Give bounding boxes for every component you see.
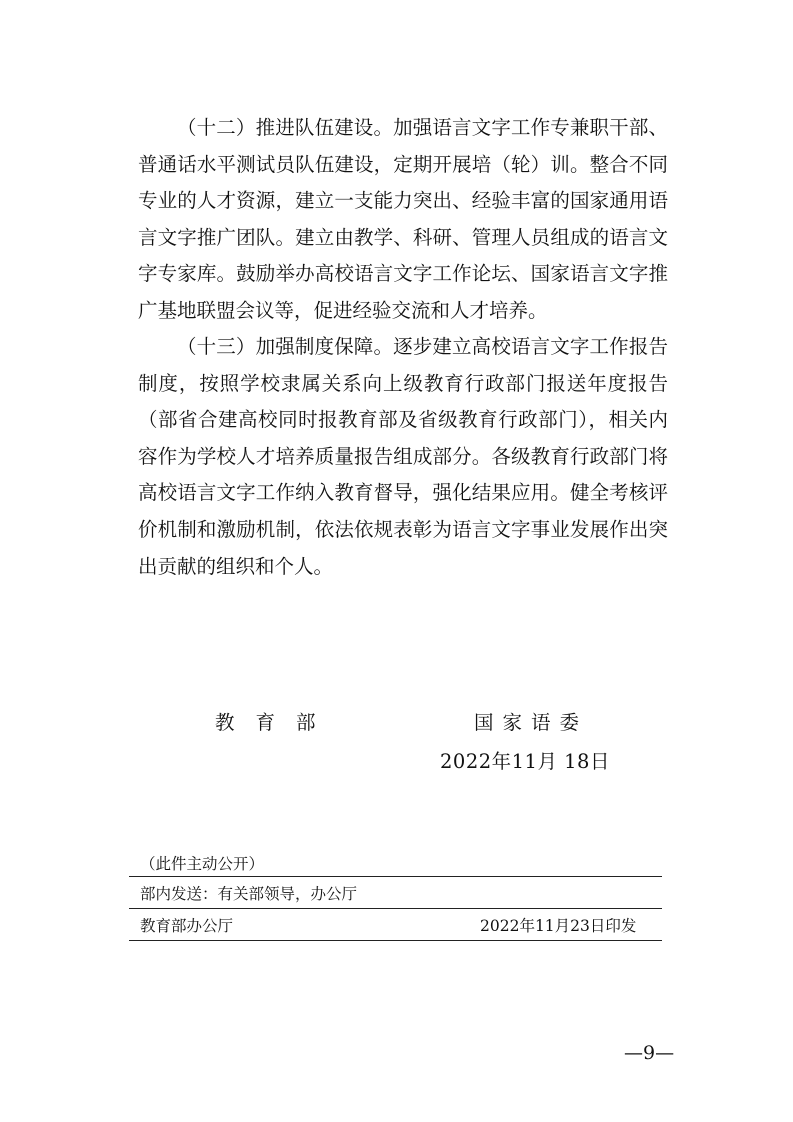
signature-date: 2022年11月 18日 xyxy=(440,750,610,773)
issue-date: 2022年11月23日印发 xyxy=(480,917,637,935)
issuing-office: 教育部办公厅 xyxy=(140,917,234,935)
paragraph-text: 加强语言文字工作专兼职干部、普通话水平测试员队伍建设，定期开展培（轮）训。整合不同专业的人才资源，建立一支能力突出、经验丰富的国家通用语言文字推广团队。建立由教学、科研、管理人员组成的语言文字专家库。鼓励举办高校语言文字工作论坛、国家语言文字推广基地联盟会议等，促进经验交流和人才培养。 xyxy=(138,116,668,322)
page-number: —9— xyxy=(624,1042,675,1064)
disclosure-note: （此件主动公开） xyxy=(140,855,265,873)
distribution-line: 部内发送：有关部领导，办公厅 xyxy=(140,885,358,903)
issuer-language-commission: 国家语委 xyxy=(474,711,589,734)
divider xyxy=(129,876,662,877)
paragraph-institutional-guarantee xyxy=(138,329,668,585)
paragraph-text: 逐步建立高校语言文字工作报告制度，按照学校隶属关系向上级教育行政部门报送年度报告（部省合建高校同时报教育部及省级教育行政部门），相关内容作为学校人才培养质量报告组成部分。各级教育行政部门将高校语言文字工作纳入教育督导，强化结果应用。健全考核评价机制和激励机制，依法依规表彰为语言文字事业发展作出突出贡献的组织和个人。 xyxy=(138,335,668,578)
issuer-ministry-of-education: 教育部 xyxy=(215,711,337,734)
paragraph-heading: （十三）加强制度保障。 xyxy=(177,335,394,358)
paragraph-team-building xyxy=(138,110,668,330)
paragraph-heading: （十二）推进队伍建设。 xyxy=(177,116,394,139)
divider xyxy=(129,908,662,909)
divider xyxy=(129,940,662,941)
